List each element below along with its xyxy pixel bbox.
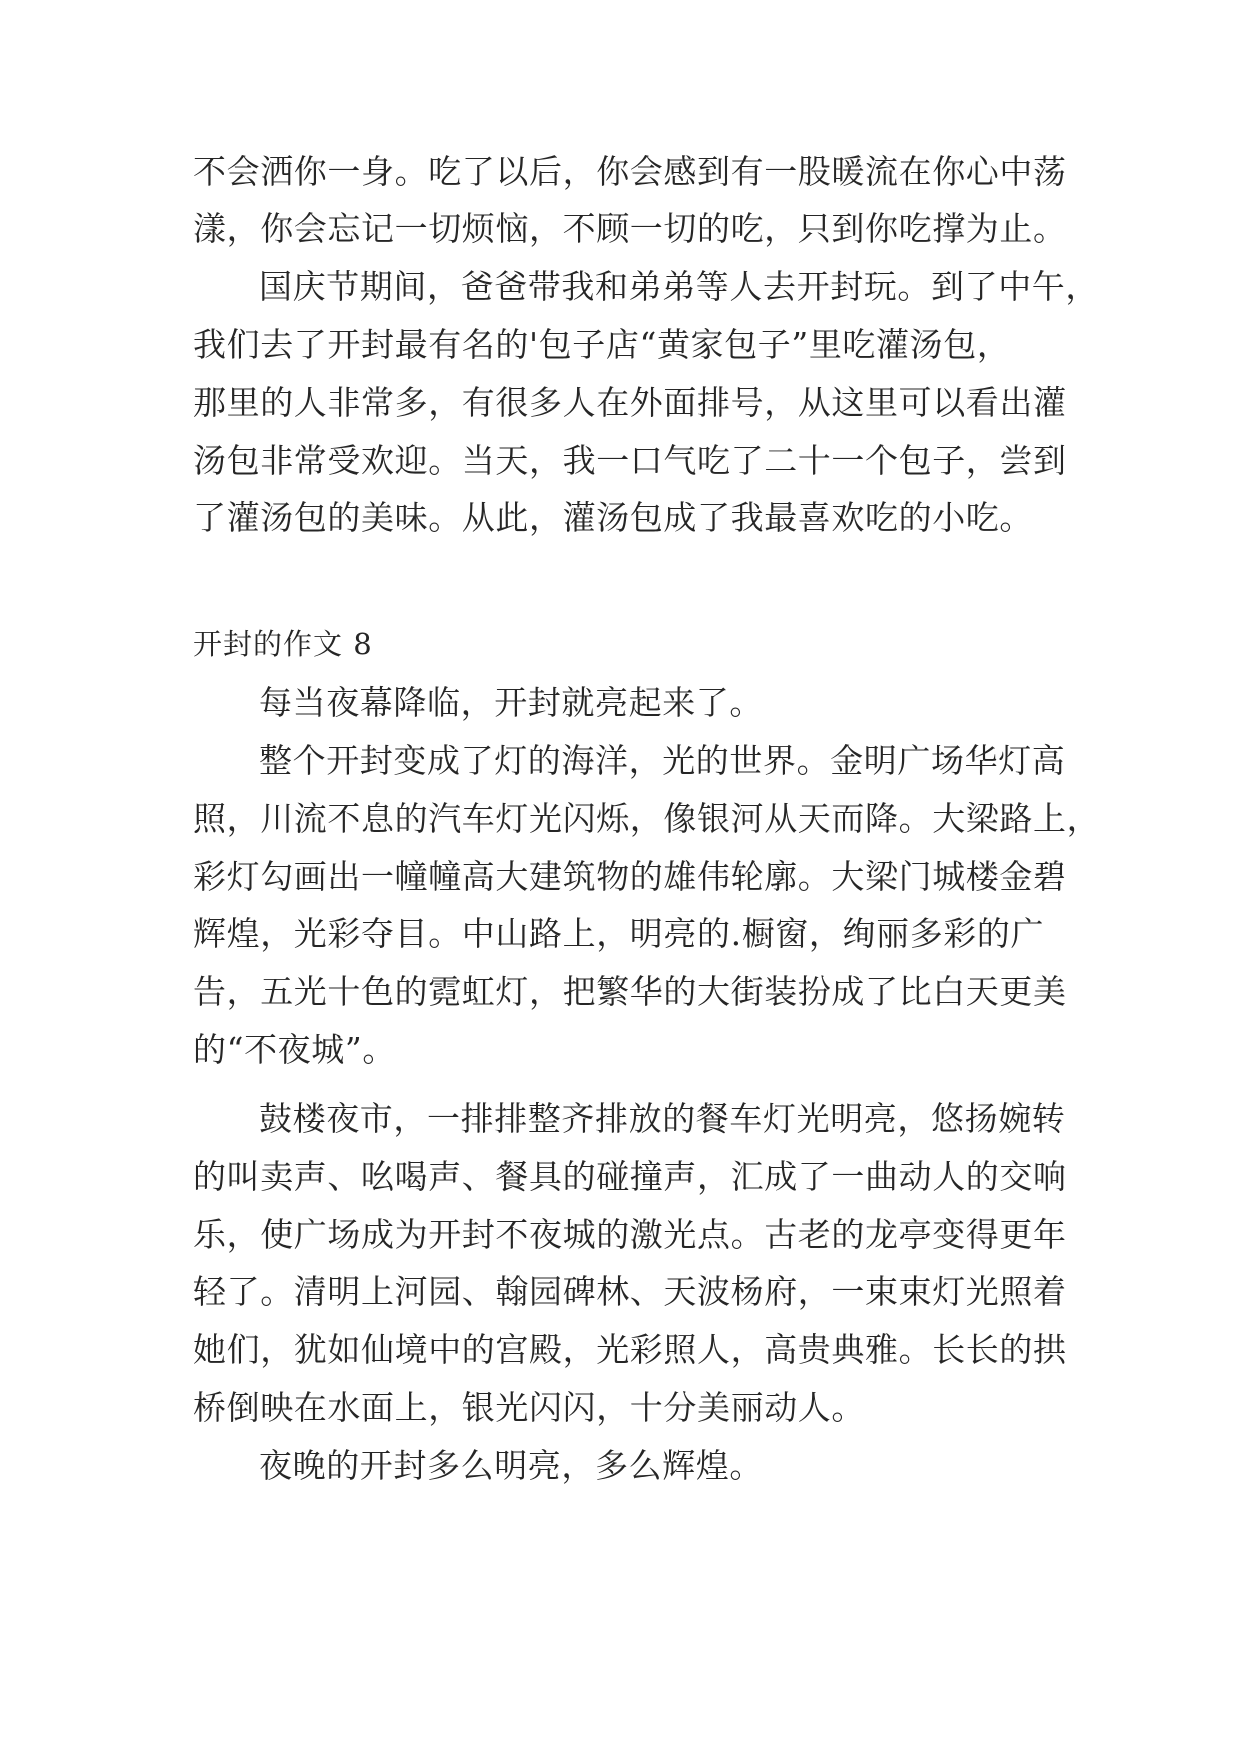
paragraph-line: 鼓楼夜市，一排排整齐排放的餐车灯光明亮，悠扬婉转 [259,1099,1066,1138]
section-title: 开封的作文 8 [193,627,373,661]
paragraph-line: 告，五光十色的霓虹灯，把繁华的大街装扮成了比白天更美 [193,972,1067,1011]
paragraph-line: 的叫卖声、吆喝声、餐具的碰撞声，汇成了一曲动人的交响 [193,1157,1067,1196]
paragraph-line: 不会洒你一身。吃了以后，你会感到有一股暖流在你心中荡 [193,152,1067,191]
paragraph-line: 漾，你会忘记一切烦恼，不顾一切的吃，只到你吃撑为止。 [193,209,1067,248]
paragraph-line: 照，川流不息的汽车灯光闪烁，像银河从天而降。大梁路上， [193,799,1101,838]
paragraph-line: 每当夜幕降临，开封就亮起来了。 [259,683,763,722]
paragraph-line: 我们去了开封最有名的'包子店“黄家包子”里吃灌汤包， [193,325,1011,364]
paragraph-line: 夜晚的开封多么明亮，多么辉煌。 [259,1446,763,1485]
paragraph-line: 她们，犹如仙境中的宫殿，光彩照人，高贵典雅。长长的拱 [193,1330,1067,1369]
paragraph-line: 整个开封变成了灯的海洋，光的世界。金明广场华灯高 [259,741,1066,780]
paragraph-line: 国庆节期间，爸爸带我和弟弟等人去开封玩。到了中午， [259,267,1099,306]
paragraph-line: 乐，使广场成为开封不夜城的激光点。古老的龙亭变得更年 [193,1215,1067,1254]
paragraph-line: 桥倒映在水面上，银光闪闪，十分美丽动人。 [193,1388,865,1427]
paragraph-line: 轻了。清明上河园、翰园碑林、天波杨府，一束束灯光照着 [193,1272,1067,1311]
paragraph-line: 了灌汤包的美味。从此，灌汤包成了我最喜欢吃的小吃。 [193,498,1033,537]
paragraph-line: 汤包非常受欢迎。当天，我一口气吃了二十一个包子，尝到 [193,441,1067,480]
paragraph-line: 那里的人非常多，有很多人在外面排号，从这里可以看出灌 [193,383,1067,422]
paragraph-line: 彩灯勾画出一幢幢高大建筑物的雄伟轮廓。大梁门城楼金碧 [193,857,1067,896]
paragraph-line: 辉煌，光彩夺目。中山路上，明亮的.橱窗，绚丽多彩的广 [193,914,1045,953]
paragraph-line: 的“不夜城”。 [193,1030,396,1069]
